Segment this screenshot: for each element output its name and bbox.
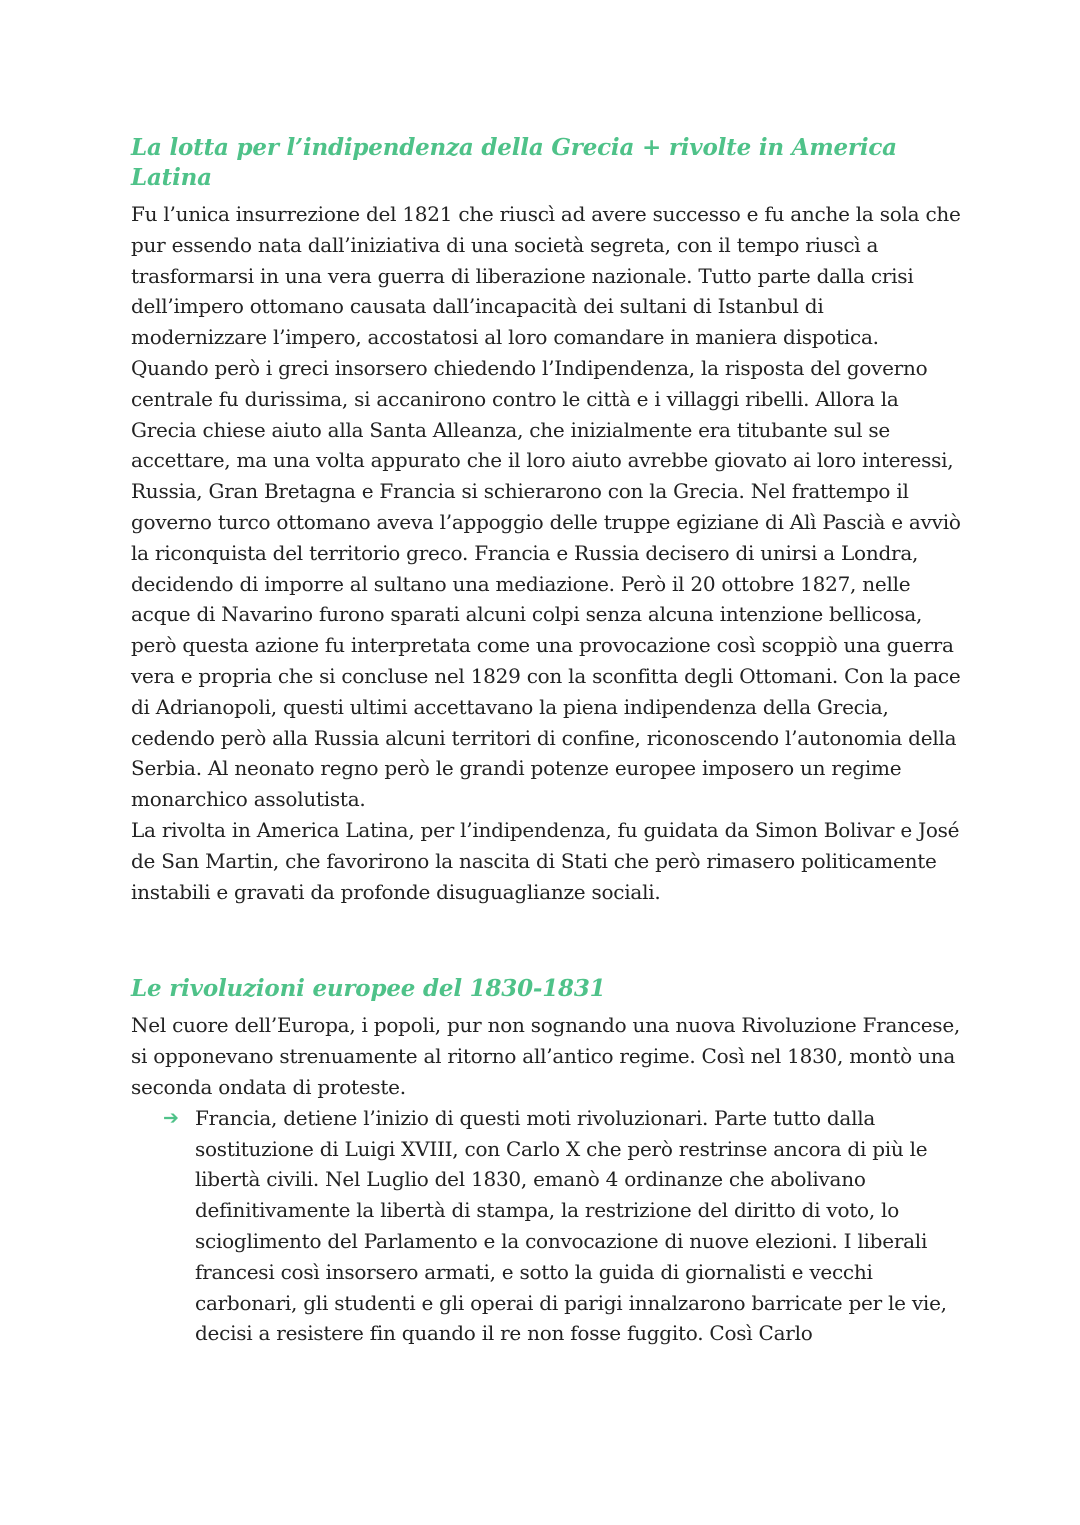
arrow-right-icon: ➔ (163, 1106, 179, 1129)
paragraph: Fu l’unica insurrezione del 1821 che riuscì ad avere successo e fu anche la sola che pur essendo nata dall’iniziativa di una società segreta, con il tempo riuscì a trasformarsi in una vera guerra di liberazione nazionale. Tutto parte dalla crisi dell’impero ottomano causata dall’incapacità dei sultani di Istanbul di modernizzare l’impero, accostatosi al loro comandare in maniera dispotica. Quando però i greci insorsero chiedendo l’Indipendenza, la risposta del governo centrale fu durissima, si accanirono contro le città e i villaggi ribelli. Allora la Grecia chiese aiuto alla Santa Alleanza, che inizialmente era titubante sul se accettare, ma una volta appurato che il loro aiuto avrebbe giovato ai loro interessi, Russia, Gran Bretagna e Francia si schierarono con la Grecia. Nel frattempo il governo turco ottomano aveva l’appoggio delle truppe egiziane di Alì Pascià e avviò la riconquista del territorio greco. Francia e Russia decisero di unirsi a Londra, decidendo di imporre al sultano una mediazione. Però il 20 ottobre 1827, nelle acque di Navarino furono sparati alcuni colpi senza alcuna intenzione bellicosa, però questa azione fu interpretata come una provocazione così scoppiò una guerra vera e propria che si concluse nel 1829 con la sconfitta degli Ottomani. Con la pace di Adrianopoli, questi ultimi accettavano la piena indipendenza della Grecia, cedendo però alla Russia alcuni territori di confine, riconoscendo l’autonomia della Serbia. Al neonato regno però le grandi potenze europee imposero un regime monarchico assolutista. (131, 202, 961, 812)
section-european-revolutions (131, 974, 961, 1349)
document-page (131, 133, 961, 1349)
bullet-text: Francia, detiene l’inizio di questi moti rivoluzionari. Parte tutto dalla sostituzione di Luigi XVIII, con Carlo X che però restrinse ancora di più le libertà civili. Nel Luglio del 1830, emanò 4 ordinanze che abolivano definitivamente la libertà di stampa, la restrizione del diritto di voto, lo scioglimento del Parlamento e la convocazione di nuove elezioni. I liberali francesi così insorsero armati, e sotto la guida di giornalisti e vecchi carbonari, gli studenti e gli operai di parigi innalzarono barricate per le vie, decisi a resistere fin quando il re non fosse fuggito. Così Carlo (195, 1105, 947, 1346)
section-heading: La lotta per l’indipendenza della Grecia + rivolte in America Latina (131, 134, 897, 191)
section-spacer (131, 907, 961, 974)
section-greek-independence (131, 133, 961, 907)
paragraph: Nel cuore dell’Europa, i popoli, pur non sognando una nuova Rivoluzione Francese, si opponevano strenuamente al ritorno all’antico regime. Così nel 1830, montò una seconda ondata di proteste. (131, 1013, 961, 1099)
paragraph: La rivolta in America Latina, per l’indipendenza, fu guidata da Simon Bolivar e José de San Martin, che favorirono la nascita di Stati che però rimasero politicamente instabili e gravati da profonde disuguaglianze sociali. (131, 817, 960, 904)
bullet-item (163, 1103, 961, 1349)
section-heading: Le rivoluzioni europee del 1830-1831 (131, 975, 606, 1003)
